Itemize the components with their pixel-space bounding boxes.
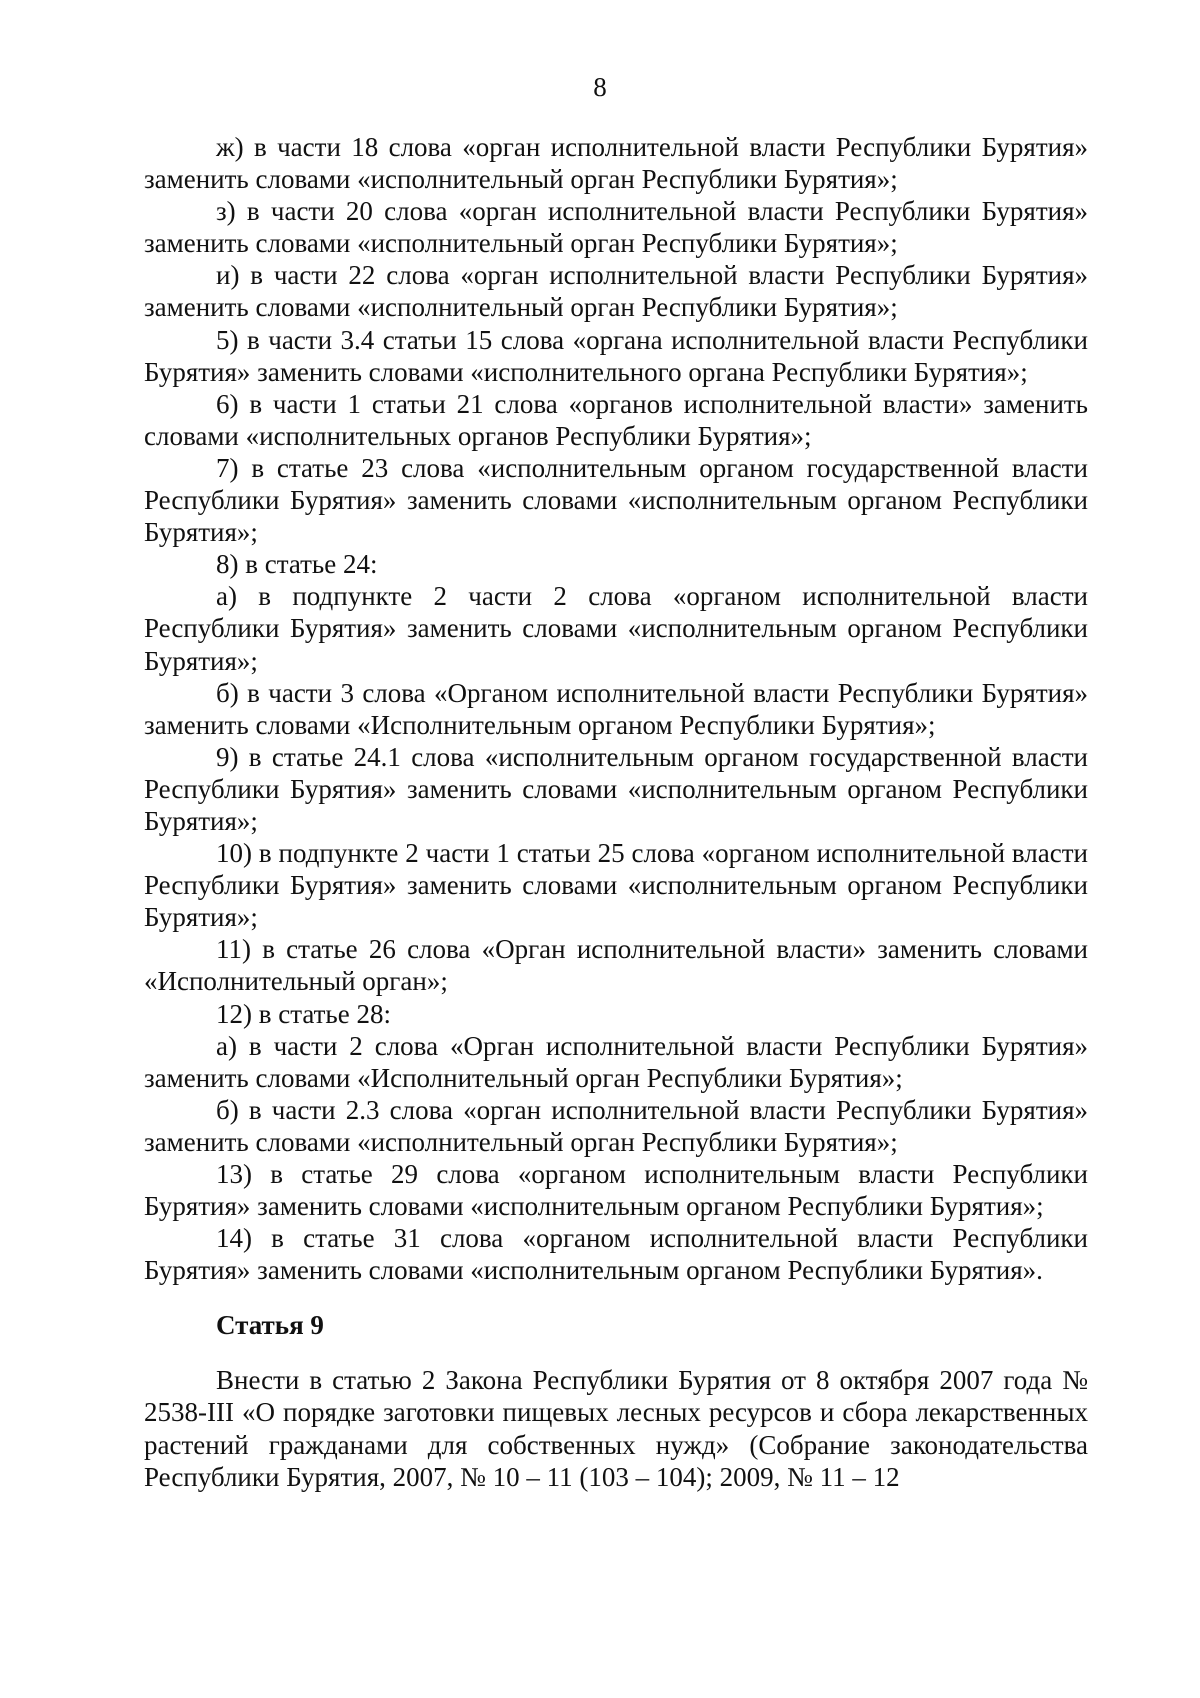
paragraph: 7) в статье 23 слова «исполнительным органом государственной власти Республики Бурятия» заменить словами «исполнительным органом Республики Бурятия»; [144, 452, 1088, 548]
paragraph: 13) в статье 29 слова «органом исполнительным власти Республики Бурятия» заменить словами «исполнительным органом Республики Бурятия»; [144, 1159, 1088, 1222]
paragraph: 14) в статье 31 слова «органом исполнительной власти Республики Бурятия» заменить словами «исполнительным органом Республики Бурятия». [144, 1223, 1088, 1286]
paragraph: ж) в части 18 слова «орган исполнительной власти Республики Бурятия» заменить словами «исполнительный орган Республики Бурятия»; [144, 132, 1088, 195]
paragraph: 12) в статье 28: [216, 998, 391, 1029]
paragraph: 5) в части 3.4 статьи 15 слова «органа исполнительной власти Республики Бурятия» заменить словами «исполнительного органа Республики Бурятия»; [144, 324, 1088, 387]
paragraph: и) в части 22 слова «орган исполнительной власти Республики Бурятия» заменить словами «исполнительный орган Республики Бурятия»; [144, 260, 1088, 323]
paragraph: 8) в статье 24: [216, 549, 378, 580]
paragraph: 10) в подпункте 2 части 1 статьи 25 слова «органом исполнительной власти Республики Бурятия» заменить словами «исполнительным органом Республики Бурятия»; [144, 838, 1088, 933]
article-heading: Статья 9 [216, 1310, 324, 1341]
paragraph: з) в части 20 слова «орган исполнительной власти Республики Бурятия» заменить словами «исполнительный орган Республики Бурятия»; [144, 196, 1088, 259]
page-number: 8 [593, 72, 607, 102]
paragraph: Внести в статью 2 Закона Республики Бурятия от 8 октября 2007 года № 2538-III «О порядке заготовки пищевых лесных ресурсов и сбора лекарственных растений гражданами для собственных нужд» (Собрание законодательства Республики Бурятия, 2007, № 10 – 11 (103 – 104); 2009, № 11 – 12 [144, 1365, 1088, 1492]
paragraph: а) в части 2 слова «Орган исполнительной власти Республики Бурятия» заменить словами «Исполнительный орган Республики Бурятия»; [144, 1030, 1088, 1093]
paragraph: 9) в статье 24.1 слова «исполнительным органом государственной власти Республики Бурятия» заменить словами «исполнительным органом Республики Бурятия»; [144, 741, 1088, 836]
paragraph: 6) в части 1 статьи 21 слова «органов исполнительной власти» заменить словами «исполнительных органов Республики Бурятия»; [144, 388, 1088, 451]
paragraph: б) в части 2.3 слова «орган исполнительной власти Республики Бурятия» заменить словами «исполнительный орган Республики Бурятия»; [144, 1094, 1088, 1157]
document-body [144, 131, 1088, 1493]
paragraph: 11) в статье 26 слова «Орган исполнительной власти» заменить словами «Исполнительный орган»; [144, 934, 1088, 997]
paragraph: а) в подпункте 2 части 2 слова «органом исполнительной власти Республики Бурятия» заменить словами «исполнительным органом Республики Бурятия»; [144, 581, 1088, 676]
paragraph: б) в части 3 слова «Органом исполнительной власти Республики Бурятия» заменить словами «Исполнительным органом Республики Бурятия»; [144, 677, 1088, 740]
